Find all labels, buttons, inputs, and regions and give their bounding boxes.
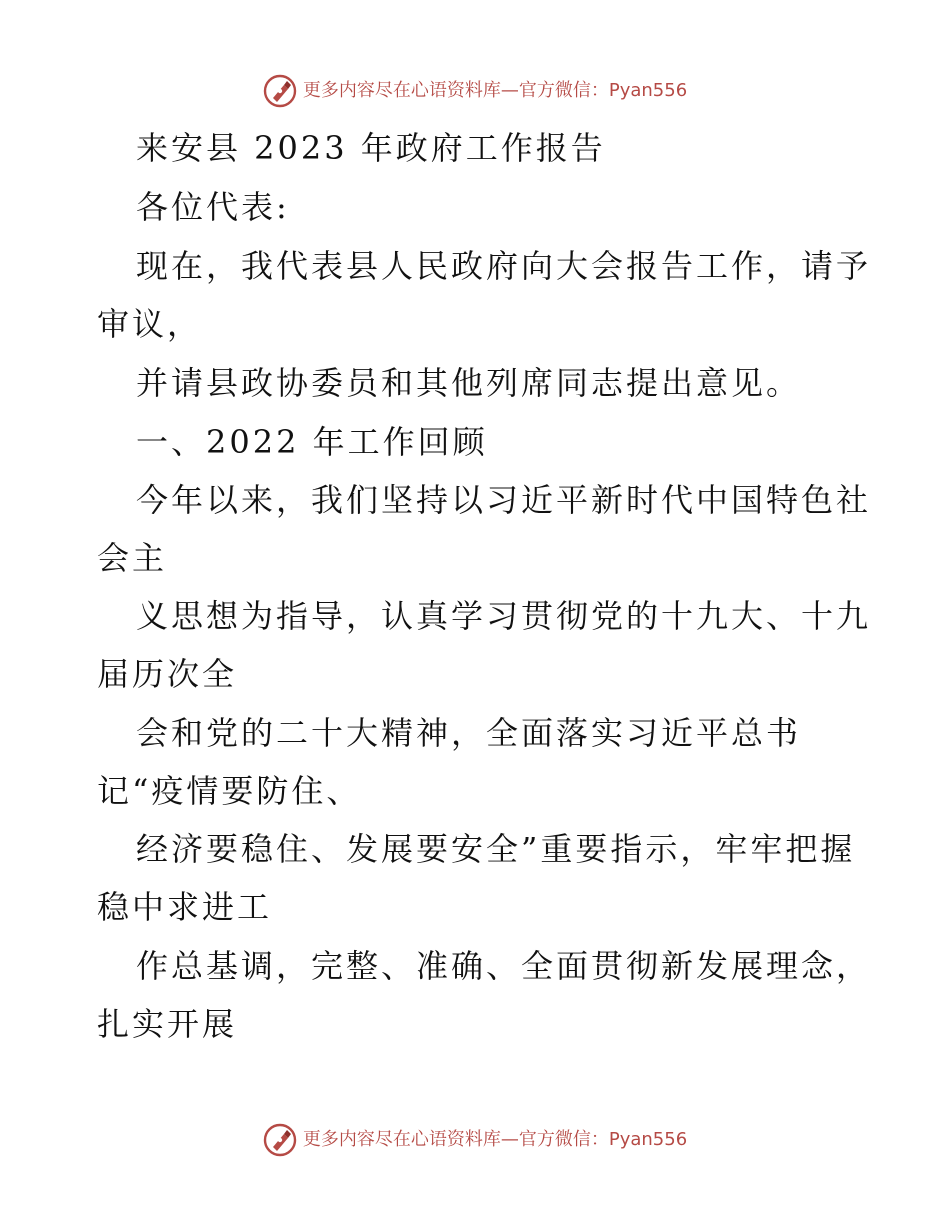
document-body	[0, 120, 950, 1100]
pen-nib-logo-icon	[263, 74, 297, 108]
body-line-4: 今年以来，我们坚持以习近平新时代中国特色社	[136, 481, 872, 519]
body-line-8: 会和党的二十大精神，全面落实习近平总书	[136, 714, 802, 752]
body-line-13: 扎实开展	[97, 1005, 238, 1043]
watermark-text: 更多内容尽在心语资料库—官方微信：Pyan556	[302, 1129, 688, 1150]
footer-watermark	[0, 1120, 950, 1160]
body-line-3: 并请县政协委员和其他列席同志提出意见。	[136, 364, 802, 402]
body-line-6: 义思想为指导，认真学习贯彻党的十九大、十九	[136, 597, 872, 635]
pen-nib-logo-icon	[263, 1123, 297, 1157]
body-line-12: 作总基调，完整、准确、全面贯彻新发展理念，	[136, 947, 872, 985]
watermark-text: 更多内容尽在心语资料库—官方微信：Pyan556	[302, 80, 688, 101]
document-title: 来安县 2023 年政府工作报告	[136, 129, 606, 167]
section-heading: 一、2022 年工作回顾	[136, 423, 488, 461]
body-line-5: 会主	[97, 539, 168, 577]
body-line-10: 经济要稳住、发展要安全”重要指示，牢牢把握	[136, 830, 856, 868]
salutation-line: 各位代表:	[136, 188, 290, 226]
header-watermark	[0, 71, 950, 111]
body-line-11: 稳中求进工	[97, 888, 273, 926]
body-line-9: 记“疫情要防住、	[97, 772, 362, 810]
body-line-7: 届历次全	[97, 655, 238, 693]
body-line-1: 现在，我代表县人民政府向大会报告工作，请予	[136, 247, 872, 285]
body-line-2: 审议，	[97, 305, 203, 343]
